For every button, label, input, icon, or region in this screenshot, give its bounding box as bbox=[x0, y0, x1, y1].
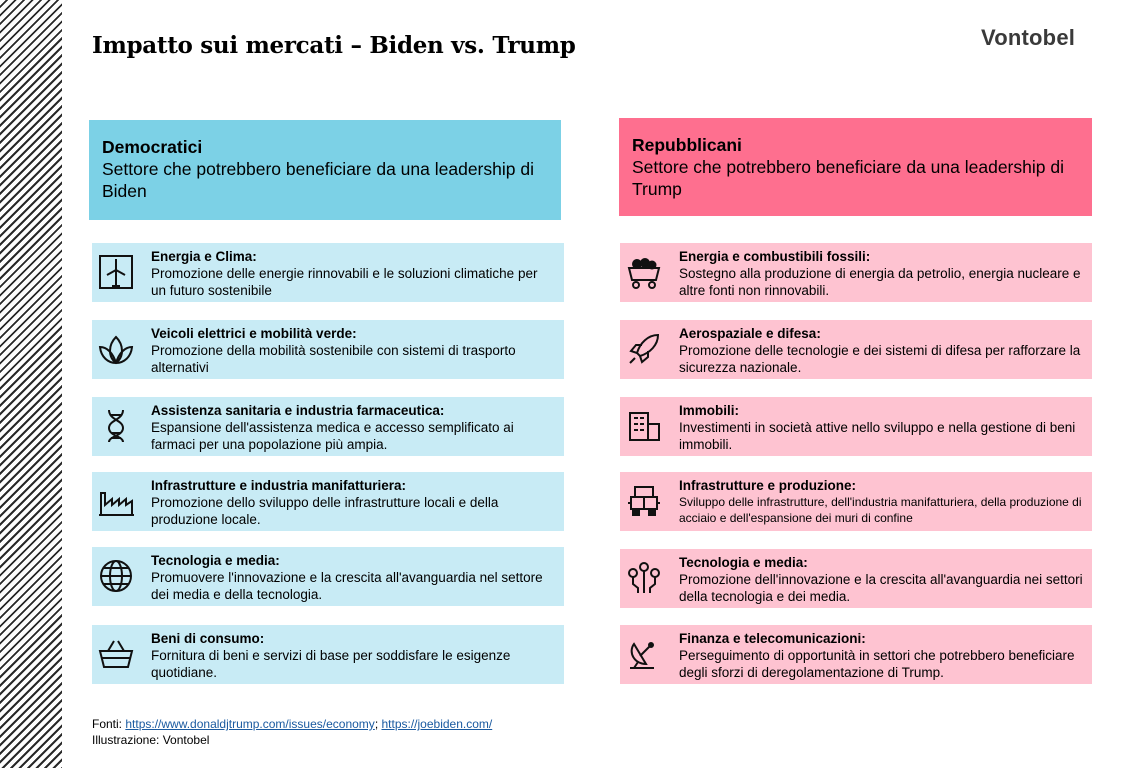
republicans-card-realestate bbox=[620, 397, 1092, 456]
card-body: Promozione delle tecnologie e dei sistemi di difesa per rafforzare la sicurezza nazionale. bbox=[679, 343, 1081, 375]
network-icon bbox=[624, 558, 664, 598]
illustration-credit: Illustrazione: Vontobel bbox=[92, 733, 210, 747]
globe-icon bbox=[96, 556, 136, 596]
republicans-header bbox=[619, 118, 1092, 216]
coal-cart-icon bbox=[624, 252, 664, 292]
democrats-card-infrastructure bbox=[92, 472, 564, 531]
card-title: Tecnologia e media: bbox=[679, 555, 808, 570]
satellite-dish-icon bbox=[624, 634, 664, 674]
card-body: Promozione dell'innovazione e la crescita all'avanguardia nei settori della tecnologia e dei media. bbox=[679, 572, 1083, 604]
building-icon bbox=[624, 406, 664, 446]
card-body: Perseguimento di opportunità in settori che potrebbero beneficiare degli sforzi di deregolamentazione di Trump. bbox=[679, 648, 1075, 680]
card-body: Investimenti in società attive nello sviluppo e nella gestione di beni immobili. bbox=[679, 420, 1076, 452]
democrats-header-subtitle: Settore che potrebbero beneficiare da una leadership di Biden bbox=[102, 159, 534, 201]
card-title: Veicoli elettrici e mobilità verde: bbox=[151, 326, 357, 341]
card-title: Energia e Clima: bbox=[151, 249, 257, 264]
card-body: Sostegno alla produzione di energia da petrolio, energia nucleare e altre fonti non rinnovabili. bbox=[679, 266, 1081, 298]
republicans-card-finance bbox=[620, 625, 1092, 684]
card-title: Tecnologia e media: bbox=[151, 553, 280, 568]
factory-icon bbox=[96, 481, 136, 521]
crane-icon bbox=[624, 481, 664, 521]
card-body: Promozione delle energie rinnovabili e le soluzioni climatiche per un futuro sostenibile bbox=[151, 266, 538, 298]
card-title: Energia e combustibili fossili: bbox=[679, 249, 871, 264]
basket-icon bbox=[96, 634, 136, 674]
republicans-header-title: Repubblicani bbox=[632, 135, 742, 155]
wind-turbine-icon bbox=[96, 252, 136, 292]
dna-icon bbox=[96, 406, 136, 446]
footer bbox=[92, 716, 492, 748]
card-title: Aerospaziale e difesa: bbox=[679, 326, 821, 341]
democrats-card-consumer bbox=[92, 625, 564, 684]
sources-separator: ; bbox=[374, 717, 382, 731]
card-title: Infrastrutture e produzione: bbox=[679, 478, 857, 493]
republicans-card-fossil bbox=[620, 243, 1092, 302]
democrats-card-ev bbox=[92, 320, 564, 379]
democrats-header bbox=[89, 120, 561, 220]
trump-source-link[interactable]: https://www.donaldjtrump.com/issues/economy bbox=[125, 717, 375, 731]
republicans-card-production bbox=[620, 472, 1092, 531]
democrats-card-energy bbox=[92, 243, 564, 302]
card-body: Fornitura di beni e servizi di base per soddisfare le esigenze quotidiane. bbox=[151, 648, 511, 680]
card-title: Infrastrutture e industria manifatturiera: bbox=[151, 478, 407, 493]
leaf-icon bbox=[96, 329, 136, 369]
democrats-card-tech bbox=[92, 547, 564, 606]
sources-line bbox=[92, 716, 492, 732]
decorative-stripe bbox=[0, 0, 62, 768]
republicans-card-tech bbox=[620, 549, 1092, 608]
biden-source-link[interactable]: https://joebiden.com/ bbox=[381, 717, 493, 731]
card-body: Espansione dell'assistenza medica e accesso semplificato ai farmaci per una popolazione più ampia. bbox=[151, 420, 514, 452]
rocket-icon bbox=[624, 329, 664, 369]
card-body: Sviluppo delle infrastrutture, dell'industria manifatturiera, della produzione di acciaio e dell'espansione dei muri di confine bbox=[679, 495, 1082, 525]
card-title: Finanza e telecomunicazioni: bbox=[679, 631, 866, 646]
card-body: Promozione della mobilità sostenibile con sistemi di trasporto alternativi bbox=[151, 343, 516, 375]
card-title: Assistenza sanitaria e industria farmaceutica: bbox=[151, 403, 445, 418]
sources-label: Fonti: bbox=[92, 717, 126, 731]
card-title: Beni di consumo: bbox=[151, 631, 265, 646]
republicans-header-subtitle: Settore che potrebbero beneficiare da una leadership di Trump bbox=[632, 157, 1064, 199]
republicans-card-aerospace bbox=[620, 320, 1092, 379]
card-body: Promozione dello sviluppo delle infrastrutture locali e della produzione locale. bbox=[151, 495, 499, 527]
vontobel-logo: Vontobel bbox=[981, 25, 1076, 50]
democrats-header-title: Democratici bbox=[102, 137, 203, 157]
card-title: Immobili: bbox=[679, 403, 739, 418]
card-body: Promuovere l'innovazione e la crescita all'avanguardia nel settore dei media e della tecnologia. bbox=[151, 570, 543, 602]
democrats-card-health bbox=[92, 397, 564, 456]
page-title: Impatto sui mercati – Biden vs. Trump bbox=[92, 32, 576, 59]
